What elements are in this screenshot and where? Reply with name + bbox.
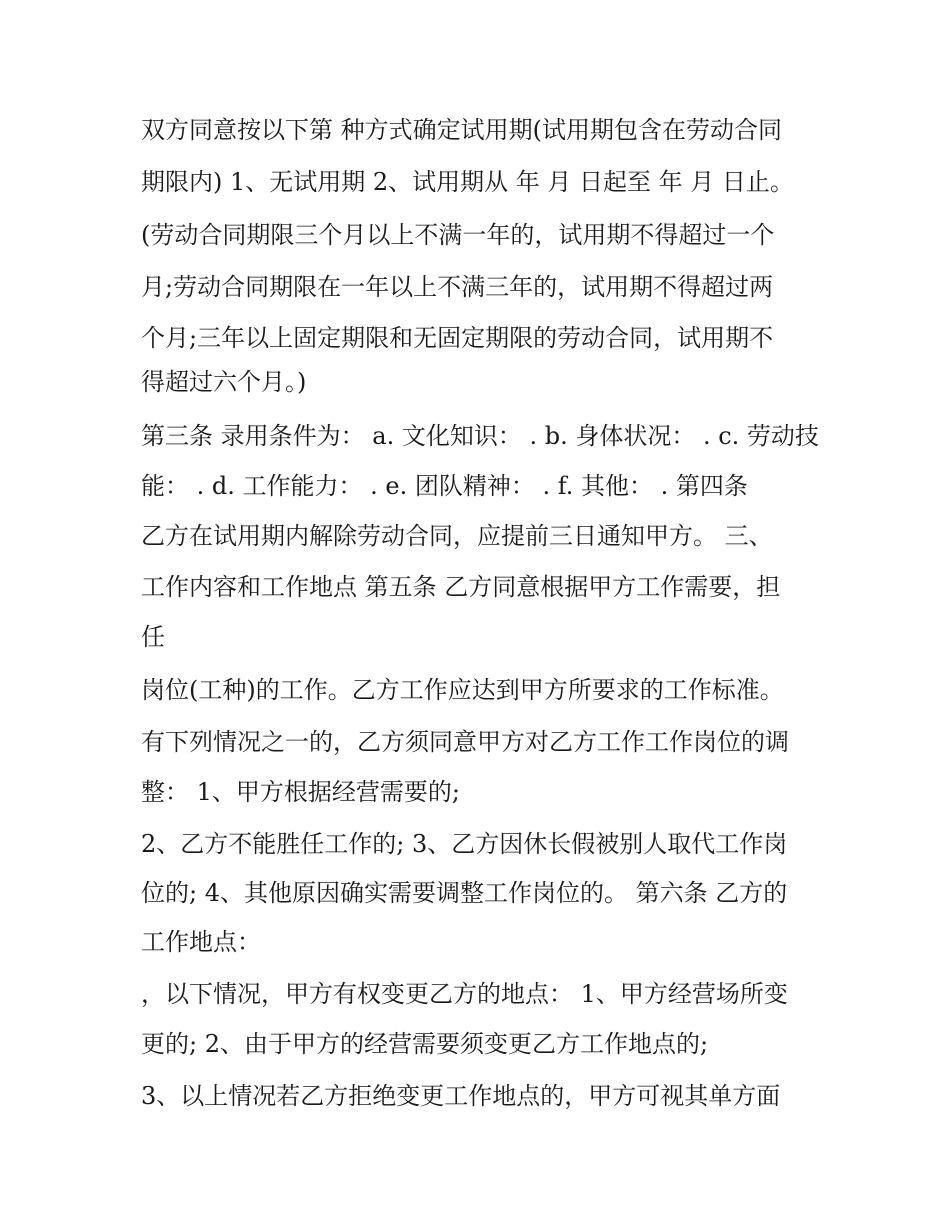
text-line: 第三条 录用条件为： a. 文化知识： . b. 身体状况： . c. 劳动技 <box>141 422 819 450</box>
text-line: 双方同意按以下第 种方式确定试用期(试用期包含在劳动合同 <box>141 116 782 144</box>
text-line: 工作内容和工作地点 第五条 乙方同意根据甲方工作需要，担 <box>141 573 781 601</box>
text-line: ，以下情况，甲方有权变更乙方的地点： 1、甲方经营场所变 <box>141 980 788 1008</box>
text-line: 有下列情况之一的，乙方须同意甲方对乙方工作工作岗位的调 <box>141 728 789 756</box>
text-line: (劳动合同期限三个月以上不满一年的，试用期不得超过一个 <box>141 221 775 249</box>
text-line: 任 <box>141 623 165 651</box>
text-line: 2、乙方不能胜任工作的; 3、乙方因休长假被别人取代工作岗 <box>141 830 788 858</box>
text-line: 岗位(工种)的工作。乙方工作应达到甲方所要求的工作标准。 <box>141 676 784 704</box>
text-line: 能： . d. 工作能力： . e. 团队精神： . f. 其他： . 第四条 <box>141 472 748 500</box>
text-line: 个月;三年以上固定期限和无固定期限的劳动合同，试用期不 <box>141 324 774 352</box>
text-line: 位的; 4、其他原因确实需要调整工作岗位的。 第六条 乙方的 <box>141 879 788 907</box>
text-line: 工作地点： <box>141 928 261 956</box>
text-line: 期限内) 1、无试用期 2、试用期从 年 月 日起至 年 月 日止。 <box>141 168 794 196</box>
text-line: 月;劳动合同期限在一年以上不满三年的，试用期不得超过两 <box>141 273 774 301</box>
text-line: 得超过六个月。) <box>141 368 307 396</box>
text-line: 更的; 2、由于甲方的经营需要须变更乙方工作地点的; <box>141 1030 709 1058</box>
text-line: 整： 1、甲方根据经营需要的; <box>141 778 460 806</box>
text-line: 乙方在试用期内解除劳动合同，应提前三日通知甲方。 三、 <box>141 522 773 550</box>
text-line: 3、以上情况若乙方拒绝变更工作地点的，甲方可视其单方面 <box>141 1082 781 1110</box>
